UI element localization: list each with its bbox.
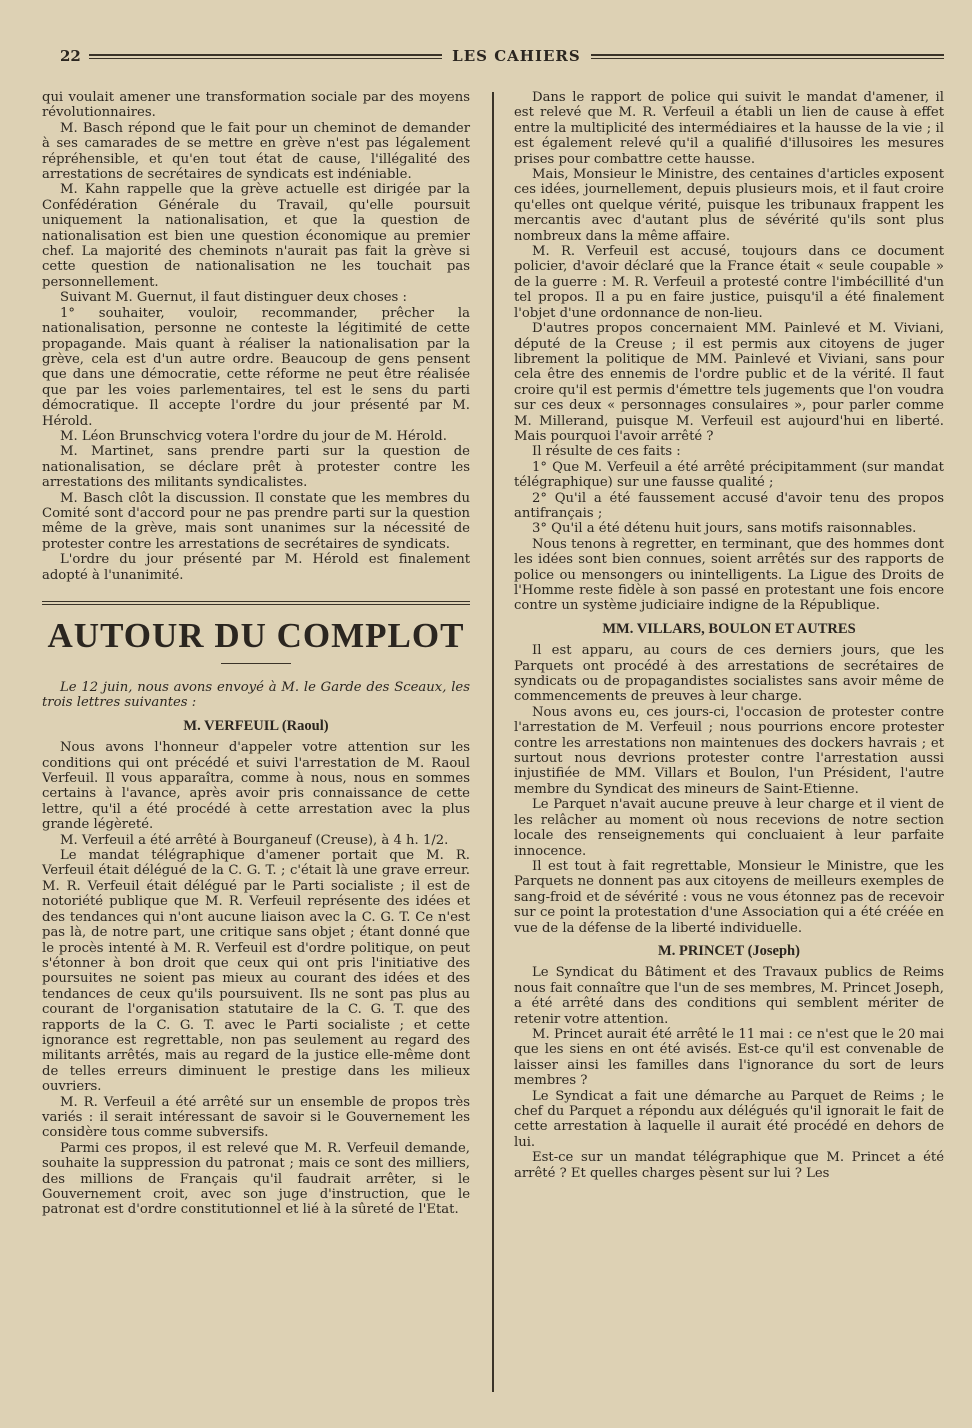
- paragraph: M. R. Verfeuil est accusé, toujours dans ce document policier, d'avoir déclaré que la France était « seule coupable » de la guerre : M. R. Verfeuil a protesté contre l'imbécillité d'un tel propos. Il a pu en faire justice, puisqu'il a été finalement l'objet d'une ordonnance de non-lieu.: [514, 244, 944, 321]
- paragraph: Dans le rapport de police qui suivit le mandat d'amener, il est relevé que M. R. Verfeuil a établi un lien de cause à effet entre la multiplicité des intermédiaires et la hausse de la vie ; il est également relevé qu'il a qualifié d'illusoires les mesures prises pour combattre cette hausse.: [514, 90, 944, 167]
- paragraph: Le Syndicat du Bâtiment et des Travaux publics de Reims nous fait connaître que l'un de ses membres, M. Princet Joseph, a été arrêté dans des conditions qui semblent mériter de retenir votre attention.: [514, 965, 944, 1027]
- paragraph: Nous avons eu, ces jours-ci, l'occasion de protester contre l'arrestation de M. Verfeuil ; nous pourrions encore protester contre les arrestations non maintenues des dockers havrais ; et surtout nous devrions protester contre l'arrestation aussi injustifiée de MM. Villars et Boulon, l'un Président, l'autre membre du Syndicat des mineurs de Saint-Etienne.: [514, 704, 944, 797]
- paragraph: M. Basch répond que le fait pour un cheminot de demander à ses camarades de se mettre en grève n'est pas légalement répréhensible, et qu'en tout état de cause, l'illégalité des arrestations de secrétaires de syndicats est indéniable.: [42, 120, 470, 183]
- page-header: [60, 44, 944, 68]
- subhead-villars: MM. VILLARS, BOULON ET AUTRES: [602, 620, 856, 637]
- paragraph: Suivant M. Guernut, il faut distinguer deux choses :: [60, 290, 407, 306]
- paragraph: Est-ce sur un mandat télégraphique que M. Princet a été arrêté ? Et quelles charges pèsent sur lui ? Les: [514, 1150, 944, 1181]
- paragraph: 1° Que M. Verfeuil a été arrêté précipitamment (sur mandat télégraphique) sur une fausse qualité ;: [514, 459, 944, 491]
- paragraph: 3° Qu'il a été détenu huit jours, sans motifs raisonnables.: [532, 521, 917, 537]
- paragraph: M. R. Verfeuil a été arrêté sur un ensemble de propos très variés : il serait intéressant de savoir si le Gouvernement les considère tous comme subversifs.: [42, 1094, 470, 1141]
- column-separator: [492, 92, 494, 1392]
- paragraph: 2° Qu'il a été faussement accusé d'avoir tenu des propos antifrançais ;: [514, 490, 944, 521]
- paragraph: M. Princet aurait été arrêté le 11 mai : ce n'est que le 20 mai que les siens en ont été avisés. Est-ce qu'il est convenable de laisser ainsi les familles dans l'ignorance du sort de leurs membres ?: [514, 1026, 944, 1089]
- paragraph: Nous tenons à regretter, en terminant, que des hommes dont les idées sont bien connues, soient arrêtés sur des rapports de police ou mensongers ou inintelligents. La Ligue des Droits de l'Homme reste fidèle à son passé en protestant une fois encore contre un système judiciaire indigne de la République.: [514, 536, 944, 614]
- paragraph: M. Martinet, sans prendre parti sur la question de nationalisation, se déclare prêt à protester contre les arrestations des militants syndicalistes.: [42, 444, 470, 491]
- paragraph: M. Basch clôt la discussion. Il constate que les membres du Comité sont d'accord pour ne pas prendre parti sur la question même de la grève, mais sont unanimes sur la nécessité de protester contre les arrestations de secrétaires de syndicats.: [42, 490, 470, 552]
- paragraph: M. Kahn rappelle que la grève actuelle est dirigée par la Confédération Générale du Travail, qu'elle poursuit uniquement la nationalisation, et que la question de nationalisation est bien une question économique au premier chef. La majorité des cheminots n'aurait pas fait la grève si cette question de nationalisation ne les touchait pas personnellement.: [42, 182, 470, 290]
- right-column: [514, 90, 944, 1181]
- paragraph: L'ordre du jour présenté par M. Hérold est finalement adopté à l'unanimité.: [42, 552, 470, 583]
- intro-text: Le 12 juin, nous avons envoyé à M. le Garde des Sceaux, les trois lettres suivantes :: [42, 680, 470, 711]
- paragraph: Parmi ces propos, il est relevé que M. R. Verfeuil demande, souhaite la suppression du patronat ; mais ce sont des milliers, des millions de Français qu'il faudrait arrêter, si le Gouvernement croit, avec son juge d'instruction, que le patronat est d'ordre constitutionnel et lié à la sûreté de l'Etat.: [42, 1140, 470, 1218]
- paragraph: Le Syndicat a fait une démarche au Parquet de Reims ; le chef du Parquet a répondu aux délégués qu'il ignorait le fait de cette arrestation à laquelle il aurait été procédé en dehors de lui.: [514, 1088, 944, 1150]
- header-rule-right: [591, 54, 944, 59]
- journal-title: LES CAHIERS: [452, 47, 581, 65]
- paragraph: Il est tout à fait regrettable, Monsieur le Ministre, que les Parquets ne donnent pas aux citoyens de meilleurs exemples de sang-froid et de sévérité : vous ne vous étonnez pas de recevoir sur ce point la protestation d'une Association qui a été créée en vue de la défense de la liberté individuelle.: [514, 858, 944, 936]
- paragraph: 1° souhaiter, vouloir, recommander, prêcher la nationalisation, personne ne conteste la légitimité de cette propagande. Mais quant à réaliser la nationalisation par la grève, cela est d'un autre ordre. Beaucoup de gens pensent que dans une démocratie, cette réforme ne peut être réalisée que par les voies parlementaires, tel est le sens du parti démocratique. Il accepte l'ordre du jour présenté par M. Hérold.: [42, 305, 470, 429]
- section-title: AUTOUR DU COMPLOT: [47, 616, 465, 655]
- paragraph: Il résulte de ces faits :: [532, 444, 681, 460]
- paragraph: Le mandat télégraphique d'amener portait que M. R. Verfeuil était délégué de la C. G. T. ; c'était là une grave erreur. M. R. Verfeuil était délégué par le Parti socialiste ; il est de notoriété publique que M. R. Verfeuil représente des idées et des tendances qui n'ont aucune liaison avec la C. G. T. Ce n'est pas là, de notre part, une critique sans objet ; étant donné que le procès intenté à M. R. Verfeuil est d'ordre politique, on peut s'étonner à bon droit que ceux qui ont pris l'initiative des poursuites ne soient pas mieux au courant des idées et des tendances de ceux qu'ils poursuivent. Ils ne sont pas plus au courant de l'organisation statutaire de la C. G. T. que des rapports de la C. G. T. avec le Parti socialiste ; et cette ignorance est regrettable, non pas seulement au regard des militants arrêtés, mais au regard de la justice elle-même dont de telles erreurs diminuent le prestige dans les milieux ouvriers.: [42, 848, 470, 1095]
- section-divider: [42, 601, 470, 605]
- paragraph: Mais, Monsieur le Ministre, des centaines d'articles exposent ces idées, journellement, depuis plusieurs mois, et il faut croire qu'elles ont quelque vérité, puisque les tribunaux frappent les mercantis avec d'autant plus de sévérité qu'ils sont plus nombreux dans la même affaire.: [514, 167, 944, 244]
- title-underline: [221, 663, 291, 664]
- paragraph: D'autres propos concernaient MM. Painlevé et M. Viviani, député de la Creuse ; il est permis aux citoyens de juger librement la politique de MM. Painlevé et Viviani, sans pour cela être des ennemis de l'ordre public et de la vérité. Il faut croire qu'il est permis d'émettre tels jugements que l'on voudra sur ces deux « personnages consulaires », pour parler comme M. Millerand, puisque M. Verfeuil est aujourd'hui en liberté. Mais pourquoi l'avoir arrêté ?: [514, 321, 944, 444]
- paragraph: M. Verfeuil a été arrêté à Bourganeuf (Creuse), à 4 h. 1/2.: [60, 832, 449, 848]
- left-column: [42, 90, 470, 1218]
- paragraph: Nous avons l'honneur d'appeler votre attention sur les conditions qui ont précédé et suivi l'arrestation de M. Raoul Verfeuil. Il vous apparaîtra, comme à nous, nous en sommes certains à l'avance, après avoir pris connaissance de cette lettre, qu'il a été procédé à cette arrestation avec la plus grande légèreté.: [42, 740, 470, 833]
- paragraph: M. Léon Brunschvicg votera l'ordre du jour de M. Hérold.: [60, 428, 447, 444]
- header-rule-left: [89, 54, 442, 59]
- page-number: 22: [60, 47, 81, 65]
- subhead-princet: M. PRINCET (Joseph): [658, 942, 800, 959]
- subhead-verfeuil: M. VERFEUIL (Raoul): [183, 717, 329, 734]
- paragraph: Le Parquet n'avait aucune preuve à leur charge et il vient de les relâcher au moment où nous recevions de notre section locale des renseignements qui concluaient à leur parfaite innocence.: [514, 797, 944, 859]
- paragraph: qui voulait amener une transformation sociale par des moyens révolutionnaires.: [42, 90, 470, 121]
- paragraph: Il est apparu, au cours de ces derniers jours, que les Parquets ont procédé à des arrestations de secrétaires de syndicats ou de propagandistes socialistes sans avoir même de commencements de preuves à leur charge.: [514, 643, 944, 705]
